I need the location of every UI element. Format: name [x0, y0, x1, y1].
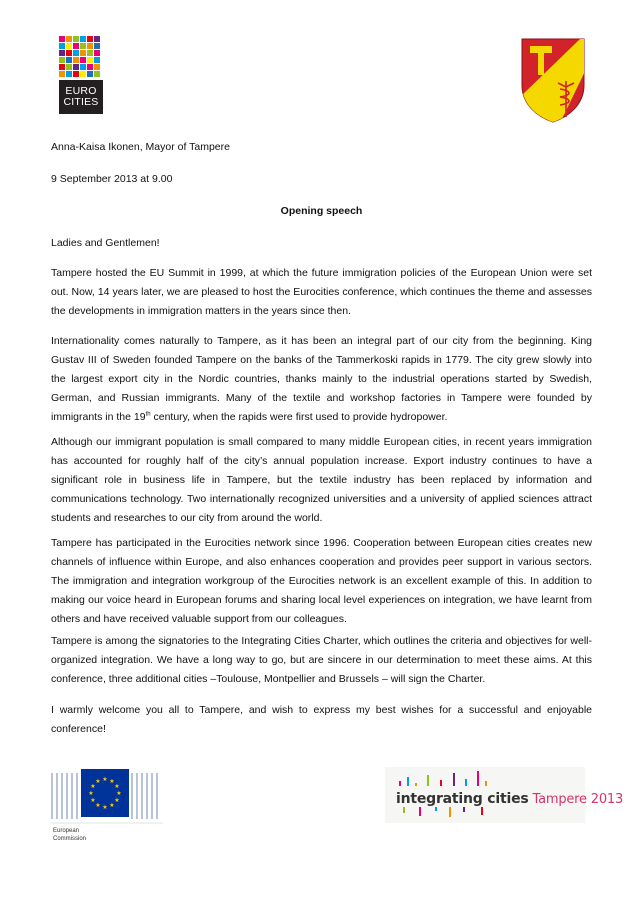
eu-label-line1: European — [53, 828, 80, 834]
svg-text:★: ★ — [90, 797, 96, 804]
author-line: Anna-Kaisa Ikonen, Mayor of Tampere — [51, 141, 230, 153]
speech-title: Opening speech — [280, 205, 363, 217]
paragraph-2 — [51, 332, 592, 427]
salutation: Ladies and Gentlemen! — [51, 237, 160, 249]
eurocities-color-grid — [59, 36, 103, 77]
european-commission-logo — [51, 769, 163, 847]
eurocities-wordmark — [59, 80, 103, 114]
eurocities-logo — [59, 36, 103, 114]
svg-text:★: ★ — [102, 776, 108, 783]
paragraph-3: Although our immigrant population is small compared to many middle European cities, in recent years immigration has accounted for roughly half of the city’s annual population increase. Export industry continues to have a significant role in business life in Tampere, but the textile industry has been replaced by information and communications technology. Two internationally recognized universities and a university of applied sciences attract students and researches to our city from around the world. — [51, 436, 592, 524]
paragraph-6: I warmly welcome you all to Tampere, and wish to express my best wishes for a successful and enjoyable conference! — [51, 704, 592, 735]
svg-text:★: ★ — [109, 778, 115, 785]
eurocities-line2: CITIES — [63, 96, 99, 108]
svg-text:★: ★ — [116, 790, 122, 797]
svg-text:★: ★ — [114, 797, 120, 804]
eu-label-line2: Commission — [53, 836, 87, 842]
eurocities-line1: EURO — [65, 85, 97, 97]
tampere-coat-of-arms — [520, 37, 586, 123]
svg-text:★: ★ — [95, 802, 101, 809]
svg-text:★: ★ — [102, 804, 108, 811]
svg-text:★: ★ — [88, 790, 94, 797]
integrating-cities-name: integrating cities — [396, 791, 529, 807]
integrating-cities-wordmark — [396, 791, 623, 807]
paragraph-2-superscript: th — [145, 411, 151, 418]
svg-text:★: ★ — [114, 783, 120, 790]
integrating-cities-suffix: Tampere 2013 — [532, 792, 624, 807]
paragraph-1: Tampere hosted the EU Summit in 1999, at which the future immigration policies of the European Union were set out. Now, 14 years later, we are pleased to host the Eurocities conference, which continues the theme and assesses the developments in immigration matters in the years since then. — [51, 267, 592, 317]
paragraph-4: Tampere has participated in the Eurocities network since 1996. Cooperation between European cities creates new channels of influence within Europe, and also enhances cooperation and provides peer support in various sectors. The immigration and integration workgroup of the Eurocities network is an excellent example of this. In addition to making our voice heard in European forums and sharing local level experiences on integration, we have learnt from others and have received valuable support from our colleagues. — [51, 537, 592, 625]
date-line: 9 September 2013 at 9.00 — [51, 173, 173, 185]
svg-text:★: ★ — [95, 778, 101, 785]
integrating-cities-logo — [385, 767, 624, 823]
paragraph-2-text: Internationality comes naturally to Tampere, as it has been an integral part of our city from the beginning. King Gustav III of Sweden founded Tampere on the banks of the Tammerkoski rapids in 1779. The city grew slowly into the largest export city in the Nordic countries, thanks mainly to the industrial operations started by Swedish, German, and Russian immigrants. Many of the textile and workshop factories in Tampere were founded by immigrants in the 19 — [51, 335, 592, 423]
paragraph-5: Tampere is among the signatories to the Integrating Cities Charter, which outlines the criteria and objectives for well-organized integration. We have a long way to go, but are sincere in our determination to meet these aims. At this conference, three additional cities –Toulouse, Montpellier and Brussels – will sign the Charter. — [51, 635, 592, 685]
paragraph-2-text-end: century, when the rapids were first used to provide hydropower. — [150, 411, 448, 423]
svg-text:★: ★ — [90, 783, 96, 790]
svg-text:★: ★ — [109, 802, 115, 809]
